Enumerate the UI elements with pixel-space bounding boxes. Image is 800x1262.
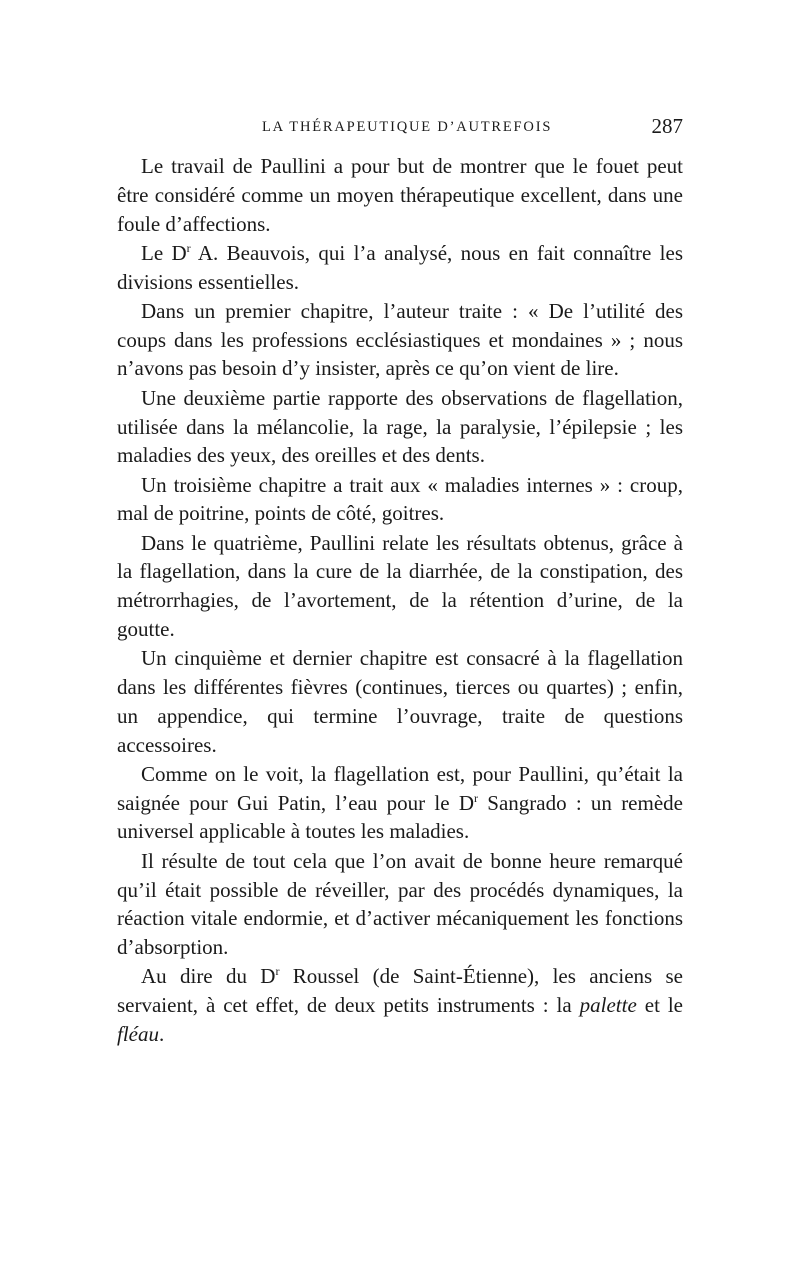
paragraph-2 <box>117 239 683 297</box>
paragraph-10-superscript: r <box>275 964 280 979</box>
paragraph-10-italic-fleau: fléau <box>117 1021 159 1046</box>
paragraph-10 <box>117 962 683 1048</box>
paragraph-10-text-d: . <box>159 1021 165 1046</box>
paragraph-10-italic-palette: palette <box>579 993 637 1018</box>
paragraph-10-text-b: Roussel (de Saint-Étienne), les anciens se servaient, à cet effet, de deux petits instruments : la <box>117 964 683 1018</box>
paragraph-10-text-c: et le <box>636 993 683 1018</box>
paragraph-2-text-a: Le D <box>141 240 187 265</box>
paragraph-2-text-b: A. Beauvois, qui l’a analysé, nous en fait connaître les divisions essentielles. <box>117 240 683 294</box>
paragraph-8-text-b: Sangrado : un remède universel applicable à toutes les maladies. <box>117 790 683 844</box>
paragraph-8-text-a: Comme on le voit, la flagellation est, pour Paullini, qu’était la saignée pour Gui Patin, l’eau pour le D <box>117 761 683 815</box>
paragraph-9: Il résulte de tout cela que l’on avait de bonne heure remarqué qu’il était possible de réveiller, par des procédés dynamiques, la réaction vitale endormie, et d’activer mécaniquement les fonctions d’absorption. <box>117 848 683 959</box>
paragraph-7: Un cinquième et dernier chapitre est consacré à la flagellation dans les différentes fièvres (continues, tierces ou quartes) ; enfin, un appendice, qui termine l’ouvrage, traite de questions accessoires. <box>117 646 683 757</box>
paragraph-3: Dans un premier chapitre, l’auteur traite : « De l’utilité des coups dans les professions ecclésiastiques et mondaines » ; nous n’avons pas besoin d’y insister, après ce qu’on vient de lire. <box>117 298 683 381</box>
paragraph-10-text-a: Au dire du D <box>141 964 276 989</box>
paragraph-5: Un troisième chapitre a trait aux « maladies internes » : croup, mal de poitrine, points de côté, goitres. <box>117 472 683 526</box>
paragraph-8 <box>117 760 683 846</box>
paragraph-1: Le travail de Paullini a pour but de montrer que le fouet peut être considéré comme un moyen thérapeutique excellent, dans une foule d’affections. <box>117 154 683 236</box>
body-text <box>117 152 683 1049</box>
paragraph-6: Dans le quatrième, Paullini relate les résultats obtenus, grâce à la flagellation, dans la cure de la diarrhée, de la constipation, des métrorrhagies, de l’avortement, de la rétention d’urine, de la goutte. <box>117 530 683 641</box>
paragraph-8-superscript: r <box>474 790 478 805</box>
page-header <box>117 114 683 144</box>
paragraph-4: Une deuxième partie rapporte des observations de flagellation, utilisée dans la mélancolie, la rage, la paralysie, l’épilepsie ; les maladies des yeux, des oreilles et des dents. <box>117 385 683 468</box>
running-head: LA THÉRAPEUTIQUE D’AUTREFOIS <box>262 119 553 135</box>
paragraph-2-superscript: r <box>186 240 191 255</box>
page-number: 287 <box>651 114 683 138</box>
